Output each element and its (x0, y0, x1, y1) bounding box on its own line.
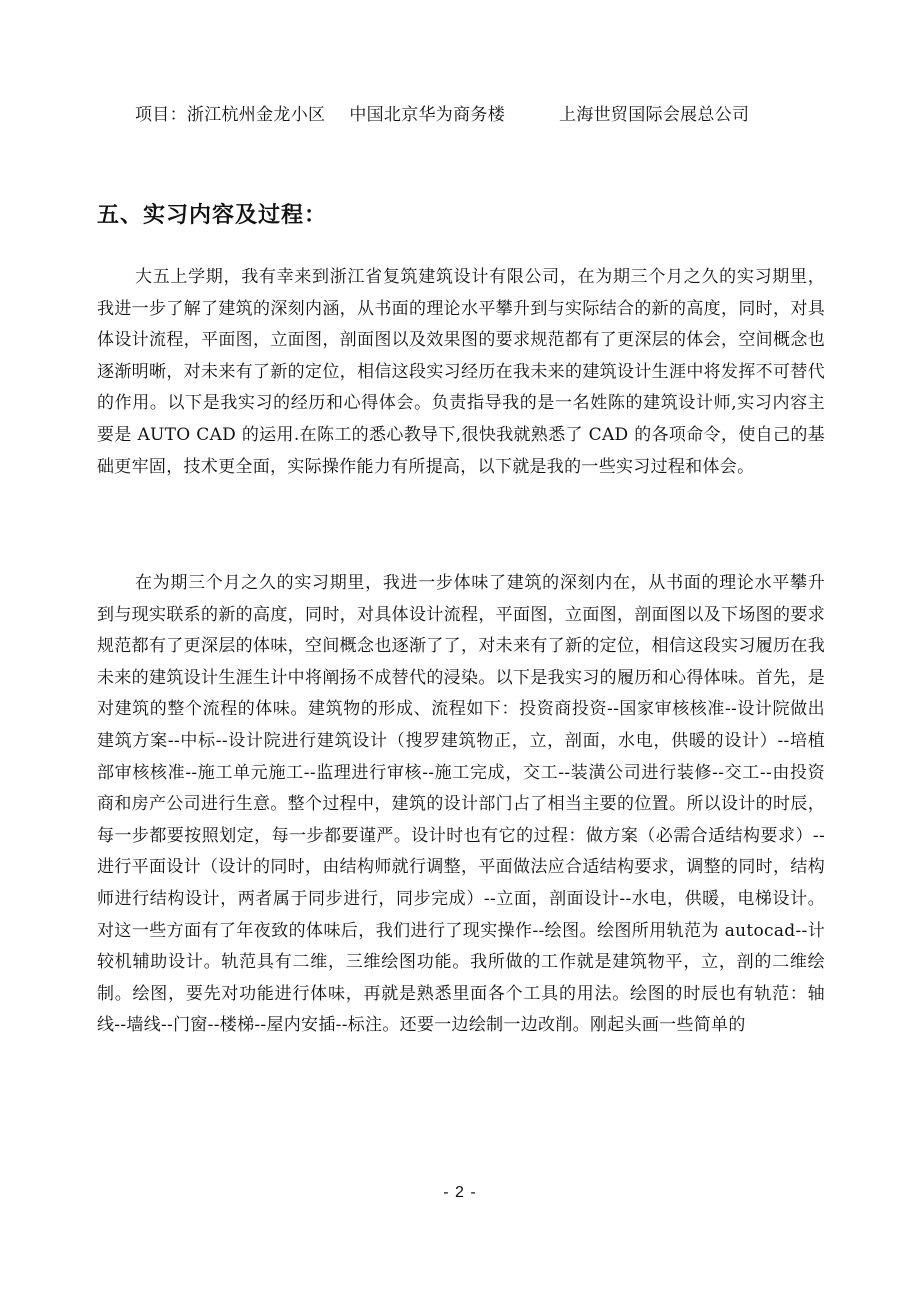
project-item: 上海世贸国际会展总公司 (559, 105, 750, 125)
section-heading: 五、实习内容及过程： (97, 203, 328, 228)
project-item: 浙江杭州金龙小区 (186, 105, 326, 125)
project-item: 中国北京华为商务楼 (349, 105, 506, 125)
body-paragraph: 大五上学期，我有幸来到浙江省复筑建筑设计有限公司，在为期三个月之久的实习期里，我进一步了解了建筑的深刻内涵，从书面的理论水平攀升到与实际结合的新的高度，同时，对具体设计流程，平面图，立面图，剖面图以及效果图的要求规范都有了更深层的体会，空间概念也逐渐明晰，对未来有了新的定位，相信这段实习经历在我未来的建筑设计生涯中将发挥不可替代的作用。以下是我实习的经历和心得体会。负责指导我的是一名姓陈的建筑设计师,实习内容主要是 AUTO CAD 的运用.在陈工的悉心教导下,很快我就熟悉了 CAD 的各项命令，使自己的基础更牢固，技术更全面，实际操作能力有所提高，以下就是我的一些实习过程和体会。 (97, 267, 825, 477)
project-label: 项目： (135, 105, 187, 125)
body-paragraph: 在为期三个月之久的实习期里，我进一步体味了建筑的深刻内在，从书面的理论水平攀升到与现实联系的新的高度，同时，对具体设计流程，平面图，立面图，剖面图以及下场图的要求规范都有了更深层的体味，空间概念也逐渐了了，对未来有了新的定位，相信这段实习履历在我未来的建筑设计生涯生计中将阐扬不成替代的浸染。以下是我实习的履历和心得体味。首先，是对建筑的整个流程的体味。建筑物的形成、流程如下：投资商投资--国家审核核准--设计院做出建筑方案--中标--设计院进行建筑设计（搜罗建筑物正，立，剖面，水电，供暖的设计）--培植部审核核准--施工单元施工--监理进行审核--施工完成，交工--装潢公司进行装修--交工--由投资商和房产公司进行生意。整个过程中，建筑的设计部门占了相当主要的位置。所以设计的时辰，每一步都要按照划定，每一步都要谨严。设计时也有它的过程：做方案（必需合适结构要求）--进行平面设计（设计的同时，由结构师就行调整，平面做法应合适结构要求，调整的同时，结构师进行结构设计，两者属于同步进行，同步完成）--立面，剖面设计--水电，供暖，电梯设计。 对这一些方面有了年夜致的体味后，我们进行了现实操作--绘图。绘图所用轨范为 autocad--计较机辅助设计。轨范具有二维，三维绘图功能。我所做的工作就是建筑物平，立，剖的二维绘制。绘图，要先对功能进行体味，再就是熟悉里面各个工具的用法。绘图的时辰也有轨范：轴线--墙线--门窗--楼梯--屋内安插--标注。还要一边绘制一边改削。刚起头画一些简单的 (97, 573, 825, 1036)
page-number: - 2 - (443, 1184, 477, 1201)
project-list (97, 100, 825, 132)
